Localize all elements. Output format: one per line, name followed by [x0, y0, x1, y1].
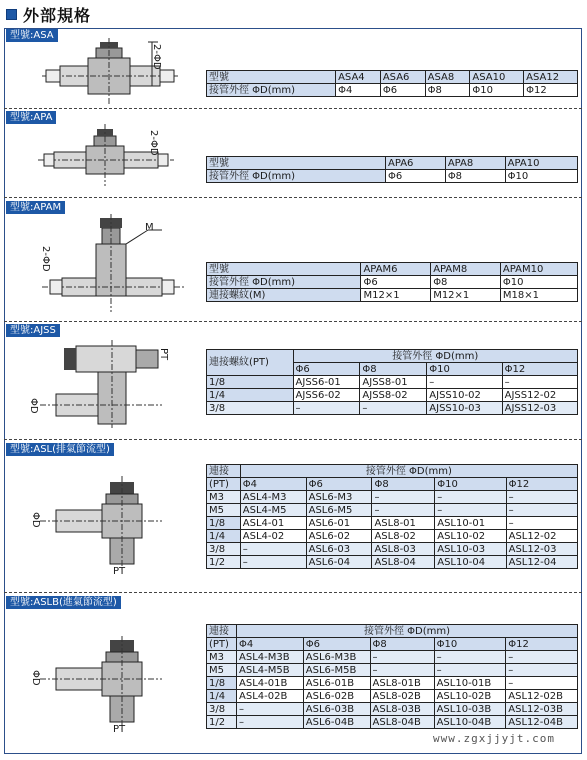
divider: [4, 108, 582, 109]
table-cell: 接管外徑 ΦD(mm): [207, 84, 336, 97]
title-bullet-icon: [6, 9, 17, 20]
table-cell: APAM6: [361, 263, 431, 276]
table-cell: –: [506, 504, 577, 517]
table-cell: ASL12-02B: [506, 690, 578, 703]
table-cell: M5: [207, 504, 241, 517]
table-cell: Φ10: [427, 363, 502, 376]
table-cell: ASL12-03B: [506, 703, 578, 716]
table-cell: 接管外徑 ΦD(mm): [207, 170, 386, 183]
section-label-ajss: 型號:AJSS: [6, 324, 60, 337]
table-cell: 型號: [207, 263, 361, 276]
table-row: [207, 543, 578, 556]
table-cell: 型號: [207, 71, 336, 84]
table-cell: Φ10: [434, 638, 506, 651]
table-cell: 3/8: [207, 703, 237, 716]
table-cell: ASL6-M3: [306, 491, 372, 504]
table-row: [207, 389, 578, 402]
table-row: [207, 716, 578, 729]
section-label-asa: 型號:ASA: [6, 29, 58, 42]
asl-pt-label: PT: [113, 566, 126, 577]
table-cell: Φ8: [445, 170, 505, 183]
table-cell: AJSS6-02: [293, 389, 360, 402]
table-cell: Φ10: [500, 276, 577, 289]
section-label-asl: 型號:ASL(排氣節流型): [6, 443, 114, 456]
table-cell: ASL6-02: [306, 530, 372, 543]
table-cell: M3: [207, 491, 241, 504]
section-label-apa: 型號:APA: [6, 111, 56, 124]
table-cell: M12×1: [361, 289, 431, 302]
table-row: [207, 376, 578, 389]
table-cell: Φ8: [370, 638, 434, 651]
table-row: [207, 530, 578, 543]
table-cell: 1/2: [207, 716, 237, 729]
table-cell: Φ10: [505, 170, 577, 183]
table-cell: ASA8: [425, 71, 470, 84]
table-cell: ASL10-04B: [434, 716, 506, 729]
divider: [4, 321, 582, 322]
table-cell: ASL12-02: [506, 530, 577, 543]
table-cell: Φ4: [336, 84, 381, 97]
apam-dim-label: 2-ΦD: [40, 246, 51, 272]
table-cell: ASA4: [336, 71, 381, 84]
apam-drawing: [38, 214, 188, 314]
table-row: [207, 263, 578, 276]
table-cell: ASL8-04: [372, 556, 435, 569]
table-cell: ASA6: [380, 71, 425, 84]
table-cell: –: [237, 716, 304, 729]
table-cell: ASL6-03B: [303, 703, 370, 716]
table-cell: 1/4: [207, 690, 237, 703]
ajss-spec-table: [206, 349, 578, 415]
table-row: [207, 478, 578, 491]
table-row: [207, 504, 578, 517]
table-cell: –: [370, 651, 434, 664]
table-cell: APA10: [505, 157, 577, 170]
divider: [4, 439, 582, 440]
table-cell: M5: [207, 664, 237, 677]
table-cell: Φ6: [380, 84, 425, 97]
table-cell: 1/8: [207, 376, 294, 389]
table-cell: Φ12: [506, 478, 577, 491]
table-cell: –: [506, 651, 578, 664]
table-cell: AJSS8-01: [360, 376, 427, 389]
table-row: [207, 276, 578, 289]
table-cell: M3: [207, 651, 237, 664]
table-cell: APAM8: [431, 263, 501, 276]
table-cell: Φ8: [372, 478, 435, 491]
table-cell: –: [372, 504, 435, 517]
table-row: [207, 638, 578, 651]
table-cell: Φ4: [240, 478, 306, 491]
table-cell: –: [237, 703, 304, 716]
table-cell: Φ6: [303, 638, 370, 651]
table-cell: 接管外徑 ΦD(mm): [207, 276, 361, 289]
table-row: [207, 71, 578, 84]
table-cell: AJSS10-03: [427, 402, 502, 415]
table-cell: Φ12: [524, 84, 578, 97]
table-cell: 接管外徑 ΦD(mm): [237, 625, 578, 638]
table-cell: 1/4: [207, 530, 241, 543]
table-cell: 1/4: [207, 389, 294, 402]
table-cell: AJSS6-01: [293, 376, 360, 389]
section-label-aslb: 型號:ASLB(進氣節流型): [6, 596, 121, 609]
table-cell: Φ8: [425, 84, 470, 97]
asl-drawing: [36, 476, 166, 574]
table-cell: Φ12: [506, 638, 578, 651]
page-title: [6, 2, 91, 26]
table-cell: –: [502, 376, 577, 389]
table-cell: AJSS10-02: [427, 389, 502, 402]
apam-m-label: M: [145, 222, 154, 233]
table-cell: Φ8: [431, 276, 501, 289]
table-cell: Φ12: [502, 363, 577, 376]
table-cell: ASL10-02: [435, 530, 506, 543]
table-cell: –: [506, 677, 578, 690]
table-cell: ASL6-01B: [303, 677, 370, 690]
table-cell: ASL8-02: [372, 530, 435, 543]
table-cell: 接管外徑 ΦD(mm): [240, 465, 577, 478]
table-cell: ASL12-03: [506, 543, 577, 556]
watermark: www.zgxjjyjt.com: [433, 732, 555, 745]
table-cell: ASL10-03: [435, 543, 506, 556]
table-row: [207, 651, 578, 664]
table-cell: M12×1: [431, 289, 501, 302]
table-row: [207, 465, 578, 478]
table-cell: Φ6: [385, 170, 445, 183]
table-cell: ASL4-01: [240, 517, 306, 530]
apa-dim-label: 2-ΦD: [148, 130, 159, 156]
apam-spec-table: [206, 262, 578, 302]
table-cell: –: [370, 664, 434, 677]
table-cell: ASL6-03: [306, 543, 372, 556]
divider: [4, 592, 582, 593]
table-cell: –: [372, 491, 435, 504]
table-cell: –: [240, 556, 306, 569]
asa-dim-label: 2-ΦD: [151, 44, 162, 70]
table-cell: Φ10: [470, 84, 524, 97]
table-cell: ASL8-01: [372, 517, 435, 530]
ajss-dim-label: ΦD: [28, 398, 39, 414]
table-cell: ASL12-04: [506, 556, 577, 569]
table-cell: Φ6: [306, 478, 372, 491]
table-cell: 型號: [207, 157, 386, 170]
table-cell: 1/8: [207, 677, 237, 690]
table-cell: –: [427, 376, 502, 389]
table-cell: ASL8-02B: [370, 690, 434, 703]
table-cell: M18×1: [500, 289, 577, 302]
table-cell: 接管外徑 ΦD(mm): [293, 350, 577, 363]
aslb-spec-table: [206, 624, 578, 729]
table-cell: –: [435, 504, 506, 517]
table-cell: ASL6-02B: [303, 690, 370, 703]
table-cell: APA8: [445, 157, 505, 170]
table-cell: ASL4-02B: [237, 690, 304, 703]
table-cell: 1/8: [207, 517, 241, 530]
table-row: [207, 625, 578, 638]
table-row: [207, 517, 578, 530]
table-row: [207, 690, 578, 703]
table-cell: –: [506, 491, 577, 504]
table-cell: APAM10: [500, 263, 577, 276]
table-cell: 1/2: [207, 556, 241, 569]
table-cell: (PT): [207, 638, 237, 651]
table-cell: ASL10-01: [435, 517, 506, 530]
ajss-pt-label: PT: [158, 348, 169, 361]
table-cell: Φ8: [360, 363, 427, 376]
page-title-text: 外部規格: [23, 5, 92, 25]
table-cell: ASL10-01B: [434, 677, 506, 690]
table-cell: Φ6: [361, 276, 431, 289]
table-row: [207, 677, 578, 690]
table-cell: ASL4-02: [240, 530, 306, 543]
table-cell: ASL6-04B: [303, 716, 370, 729]
asa-spec-table: [206, 70, 578, 97]
table-row: [207, 350, 578, 363]
table-cell: 3/8: [207, 543, 241, 556]
aslb-dim-label: ΦD: [30, 670, 41, 686]
table-cell: ASL12-04B: [506, 716, 578, 729]
divider: [4, 197, 582, 198]
table-cell: ASL6-04: [306, 556, 372, 569]
ajss-drawing: [36, 338, 166, 430]
table-cell: ASL6-01: [306, 517, 372, 530]
table-cell: AJSS8-02: [360, 389, 427, 402]
aslb-drawing: [36, 636, 166, 732]
table-cell: AJSS12-02: [502, 389, 577, 402]
table-cell: AJSS12-03: [502, 402, 577, 415]
table-cell: ASL4-M3B: [237, 651, 304, 664]
table-cell: Φ10: [435, 478, 506, 491]
table-cell: ASL6-M5B: [303, 664, 370, 677]
table-row: [207, 170, 578, 183]
table-cell: –: [506, 664, 578, 677]
table-row: [207, 664, 578, 677]
table-cell: 連接: [207, 465, 241, 478]
aslb-pt-label: PT: [113, 724, 126, 735]
table-row: [207, 289, 578, 302]
asl-dim-label: ΦD: [30, 512, 41, 528]
table-row: [207, 703, 578, 716]
table-cell: ASL10-03B: [434, 703, 506, 716]
table-cell: ASL6-M5: [306, 504, 372, 517]
table-cell: –: [360, 402, 427, 415]
table-cell: 連接螺紋(M): [207, 289, 361, 302]
table-cell: ASL8-01B: [370, 677, 434, 690]
table-cell: ASL8-03: [372, 543, 435, 556]
table-cell: (PT): [207, 478, 241, 491]
table-row: [207, 402, 578, 415]
table-row: [207, 84, 578, 97]
table-cell: ASA12: [524, 71, 578, 84]
table-cell: ASL4-M5B: [237, 664, 304, 677]
table-cell: 連接: [207, 625, 237, 638]
table-row: [207, 157, 578, 170]
table-cell: ASL10-04: [435, 556, 506, 569]
section-label-apam: 型號:APAM: [6, 201, 65, 214]
table-cell: Φ4: [237, 638, 304, 651]
table-cell: –: [434, 651, 506, 664]
table-cell: ASL8-03B: [370, 703, 434, 716]
asl-spec-table: [206, 464, 578, 569]
table-cell: ASL4-M3: [240, 491, 306, 504]
table-cell: –: [434, 664, 506, 677]
table-cell: –: [240, 543, 306, 556]
table-cell: ASL10-02B: [434, 690, 506, 703]
table-cell: ASL4-M5: [240, 504, 306, 517]
table-row: [207, 556, 578, 569]
table-row: [207, 491, 578, 504]
table-cell: –: [435, 491, 506, 504]
table-cell: 連接螺紋(PT): [207, 350, 294, 376]
table-cell: APA6: [385, 157, 445, 170]
table-cell: ASL4-01B: [237, 677, 304, 690]
table-cell: Φ6: [293, 363, 360, 376]
table-cell: –: [293, 402, 360, 415]
table-cell: –: [506, 517, 577, 530]
table-cell: ASL6-M3B: [303, 651, 370, 664]
table-cell: 3/8: [207, 402, 294, 415]
table-cell: ASA10: [470, 71, 524, 84]
table-cell: ASL8-04B: [370, 716, 434, 729]
apa-spec-table: [206, 156, 578, 183]
